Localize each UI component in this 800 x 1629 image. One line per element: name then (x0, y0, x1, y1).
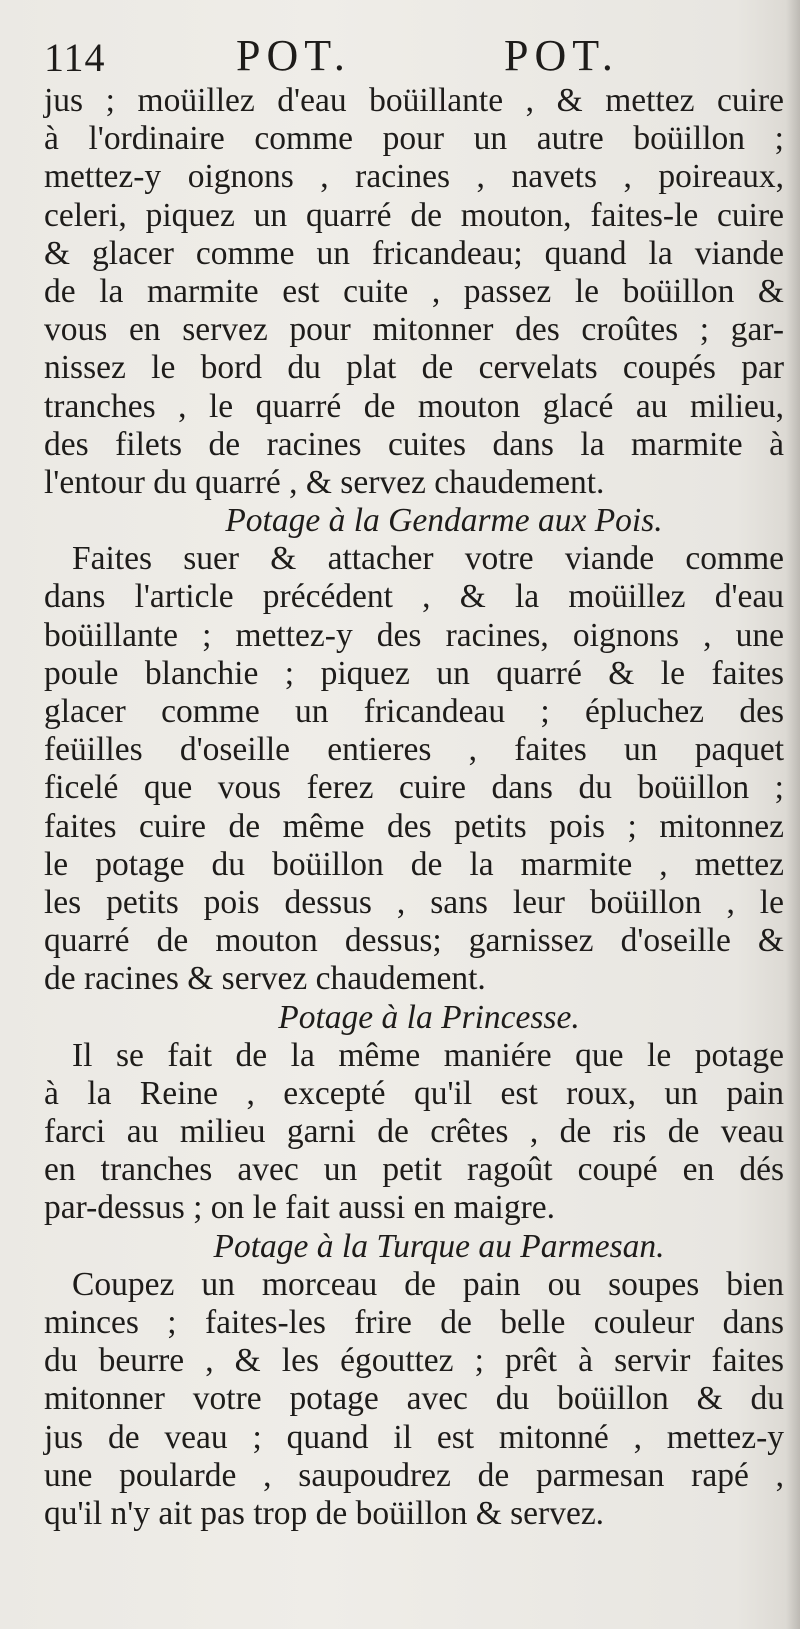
text-line: dans l'article précédent , & la moüillez d'eau (44, 578, 784, 616)
text-line: l'entour du quarré , & servez chaudement. (44, 463, 605, 501)
page-number: 114 (44, 35, 106, 80)
text-line: jus de veau ; quand il est mitonné , mettez-y (44, 1418, 784, 1456)
text-line: celeri, piquez un quarré de mouton, faites-le cuire (44, 196, 784, 234)
running-head-left: POT. (236, 31, 351, 80)
text-line: poule blanchie ; piquez un quarré & le faites (44, 654, 784, 692)
text-line: qu'il n'y ait pas trop de boüillon & servez. (44, 1494, 605, 1532)
text-line: nissez le bord du plat de cervelats coupés par (44, 349, 784, 387)
text-line: feüilles d'oseille entieres , faites un paquet (44, 731, 784, 769)
text-line: le potage du boüillon de la marmite , mettez (44, 845, 784, 883)
text-line: par-dessus ; on le fait aussi en maigre. (44, 1189, 555, 1227)
text-line: tranches , le quarré de mouton glacé au milieu, (44, 387, 784, 425)
recipe-title-turque: Potage à la Turque au Parmesan. (213, 1227, 665, 1265)
text-line: vous en servez pour mitonner des croûtes ; gar- (44, 311, 784, 349)
running-head-right: POT. (504, 31, 619, 80)
text-line: à l'ordinaire comme pour un autre boüillon ; (44, 120, 784, 158)
text-line: quarré de mouton dessus; garnissez d'oseille & (44, 922, 784, 960)
text-line: & glacer comme un fricandeau; quand la viande (44, 234, 784, 272)
text-line: les petits pois dessus , sans leur boüillon , le (44, 883, 784, 921)
text-line: faites cuire de même des petits pois ; mitonnez (44, 807, 784, 845)
text-line: à la Reine , excepté qu'il est roux, un pain (44, 1074, 784, 1112)
text-line: farci au milieu garni de crêtes , de ris de veau (44, 1113, 784, 1151)
text-line: jus ; moüillez d'eau boüillante , & mettez cuire (44, 82, 784, 119)
page-text (44, 82, 784, 1533)
page-edge-shadow (786, 0, 800, 1629)
text-line: Coupez un morceau de pain ou soupes bien (72, 1265, 784, 1303)
text-line: du beurre , & les égouttez ; prêt à servir faites (44, 1342, 784, 1380)
text-line: de la marmite est cuite , passez le boüillon & (44, 272, 784, 310)
text-line: de racines & servez chaudement. (44, 960, 486, 998)
text-line: mitonner votre potage avec du boüillon & du (44, 1380, 784, 1418)
text-line: glacer comme un fricandeau ; épluchez des (44, 693, 784, 730)
page-header (44, 30, 784, 82)
text-line: mettez-y oignons , racines , navets , poireaux, (44, 158, 784, 196)
text-line: des filets de racines cuites dans la marmite à (44, 425, 784, 463)
text-line: minces ; faites-les frire de belle couleur dans (44, 1304, 784, 1341)
recipe-title-princesse: Potage à la Princesse. (278, 998, 580, 1036)
text-line: en tranches avec un petit ragoût coupé en dés (44, 1151, 784, 1189)
text-line: une poularde , saupoudrez de parmesan rapé , (44, 1456, 784, 1494)
text-line: ficelé que vous ferez cuire dans du boüillon ; (44, 769, 784, 807)
text-line: Il se fait de la même maniére que le potage (72, 1036, 784, 1074)
text-line: Faites suer & attacher votre viande comme (72, 540, 784, 578)
text-line: boüillante ; mettez-y des racines, oignons , une (44, 616, 784, 654)
recipe-title-gendarme: Potage à la Gendarme aux Pois. (225, 502, 663, 540)
